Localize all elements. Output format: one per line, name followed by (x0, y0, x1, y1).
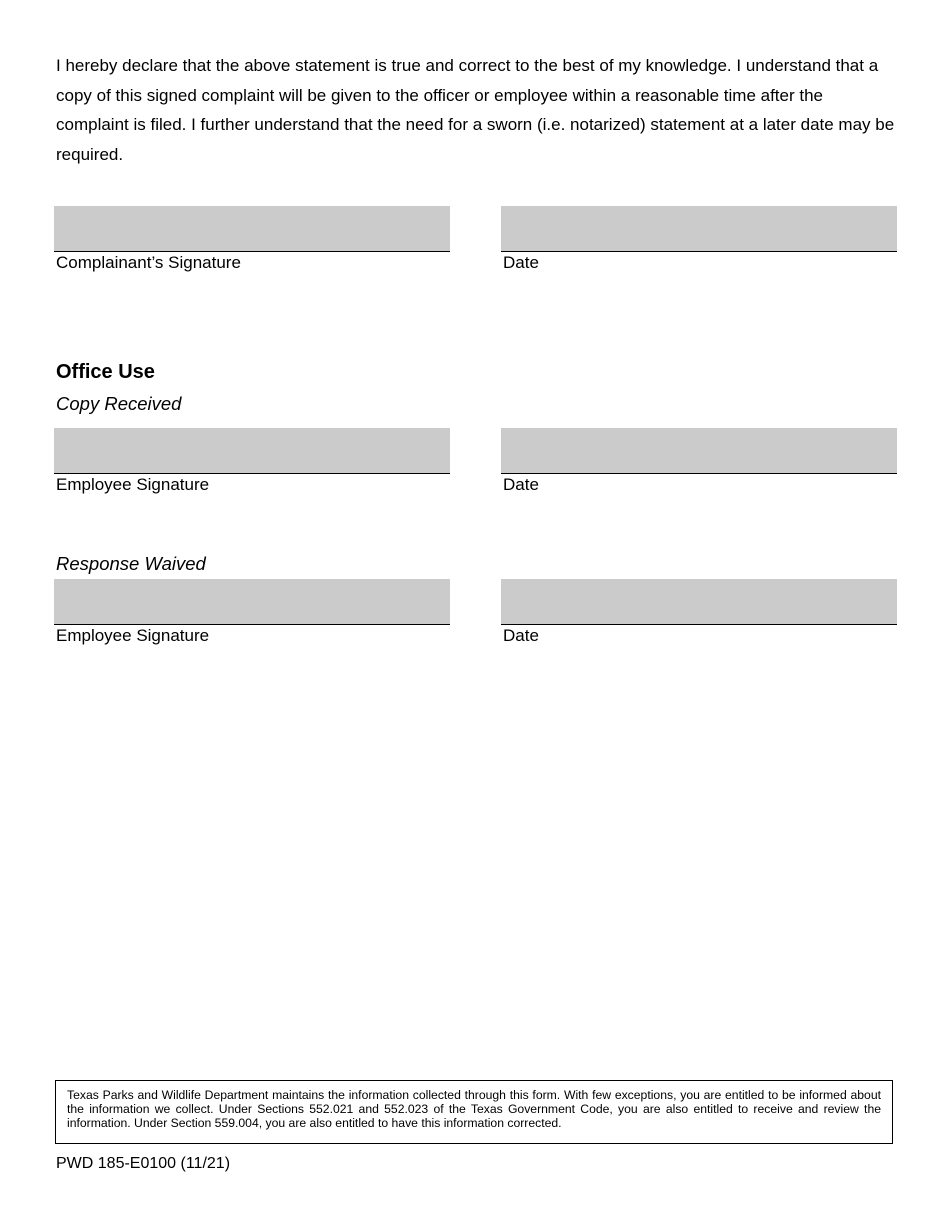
copy-received-signature-field[interactable] (54, 428, 450, 474)
response-waived-date-label: Date (503, 626, 539, 645)
complainant-date-field[interactable] (501, 206, 897, 252)
response-waived-heading: Response Waived (56, 553, 206, 574)
response-waived-signature-field[interactable] (54, 579, 450, 625)
response-waived-signature-label: Employee Signature (56, 626, 210, 645)
office-use-title: Office Use (56, 361, 155, 383)
complainant-date-label: Date (503, 253, 539, 272)
copy-received-date-label: Date (503, 475, 539, 494)
complainant-signature-field[interactable] (54, 206, 450, 252)
declaration-text: I hereby declare that the above statement is true and correct to the best of my knowledge. I understand that a copy of this signed complaint will be given to the officer or employee within a reasonable time after the complaint is filed. I further understand that the need for a sworn (i.e. notarized) statement at a later date may be required. (56, 56, 895, 164)
copy-received-heading: Copy Received (56, 393, 182, 414)
response-waived-date-field[interactable] (501, 579, 897, 625)
privacy-notice: Texas Parks and Wildlife Department maintains the information collected through this form. With few exceptions, you are entitled to be informed about the information we collect. Under Sections 552.021 and 552.023 of the Texas Government Code, you are also entitled to receive and review the information. Under Section 559.004, you are also entitled to have this information corrected. (55, 1080, 893, 1144)
copy-received-date-field[interactable] (501, 428, 897, 474)
form-number: PWD 185-E0100 (11/21) (56, 1155, 231, 1172)
complainant-signature-label: Complainant’s Signature (56, 253, 241, 272)
copy-received-signature-label: Employee Signature (56, 475, 210, 494)
